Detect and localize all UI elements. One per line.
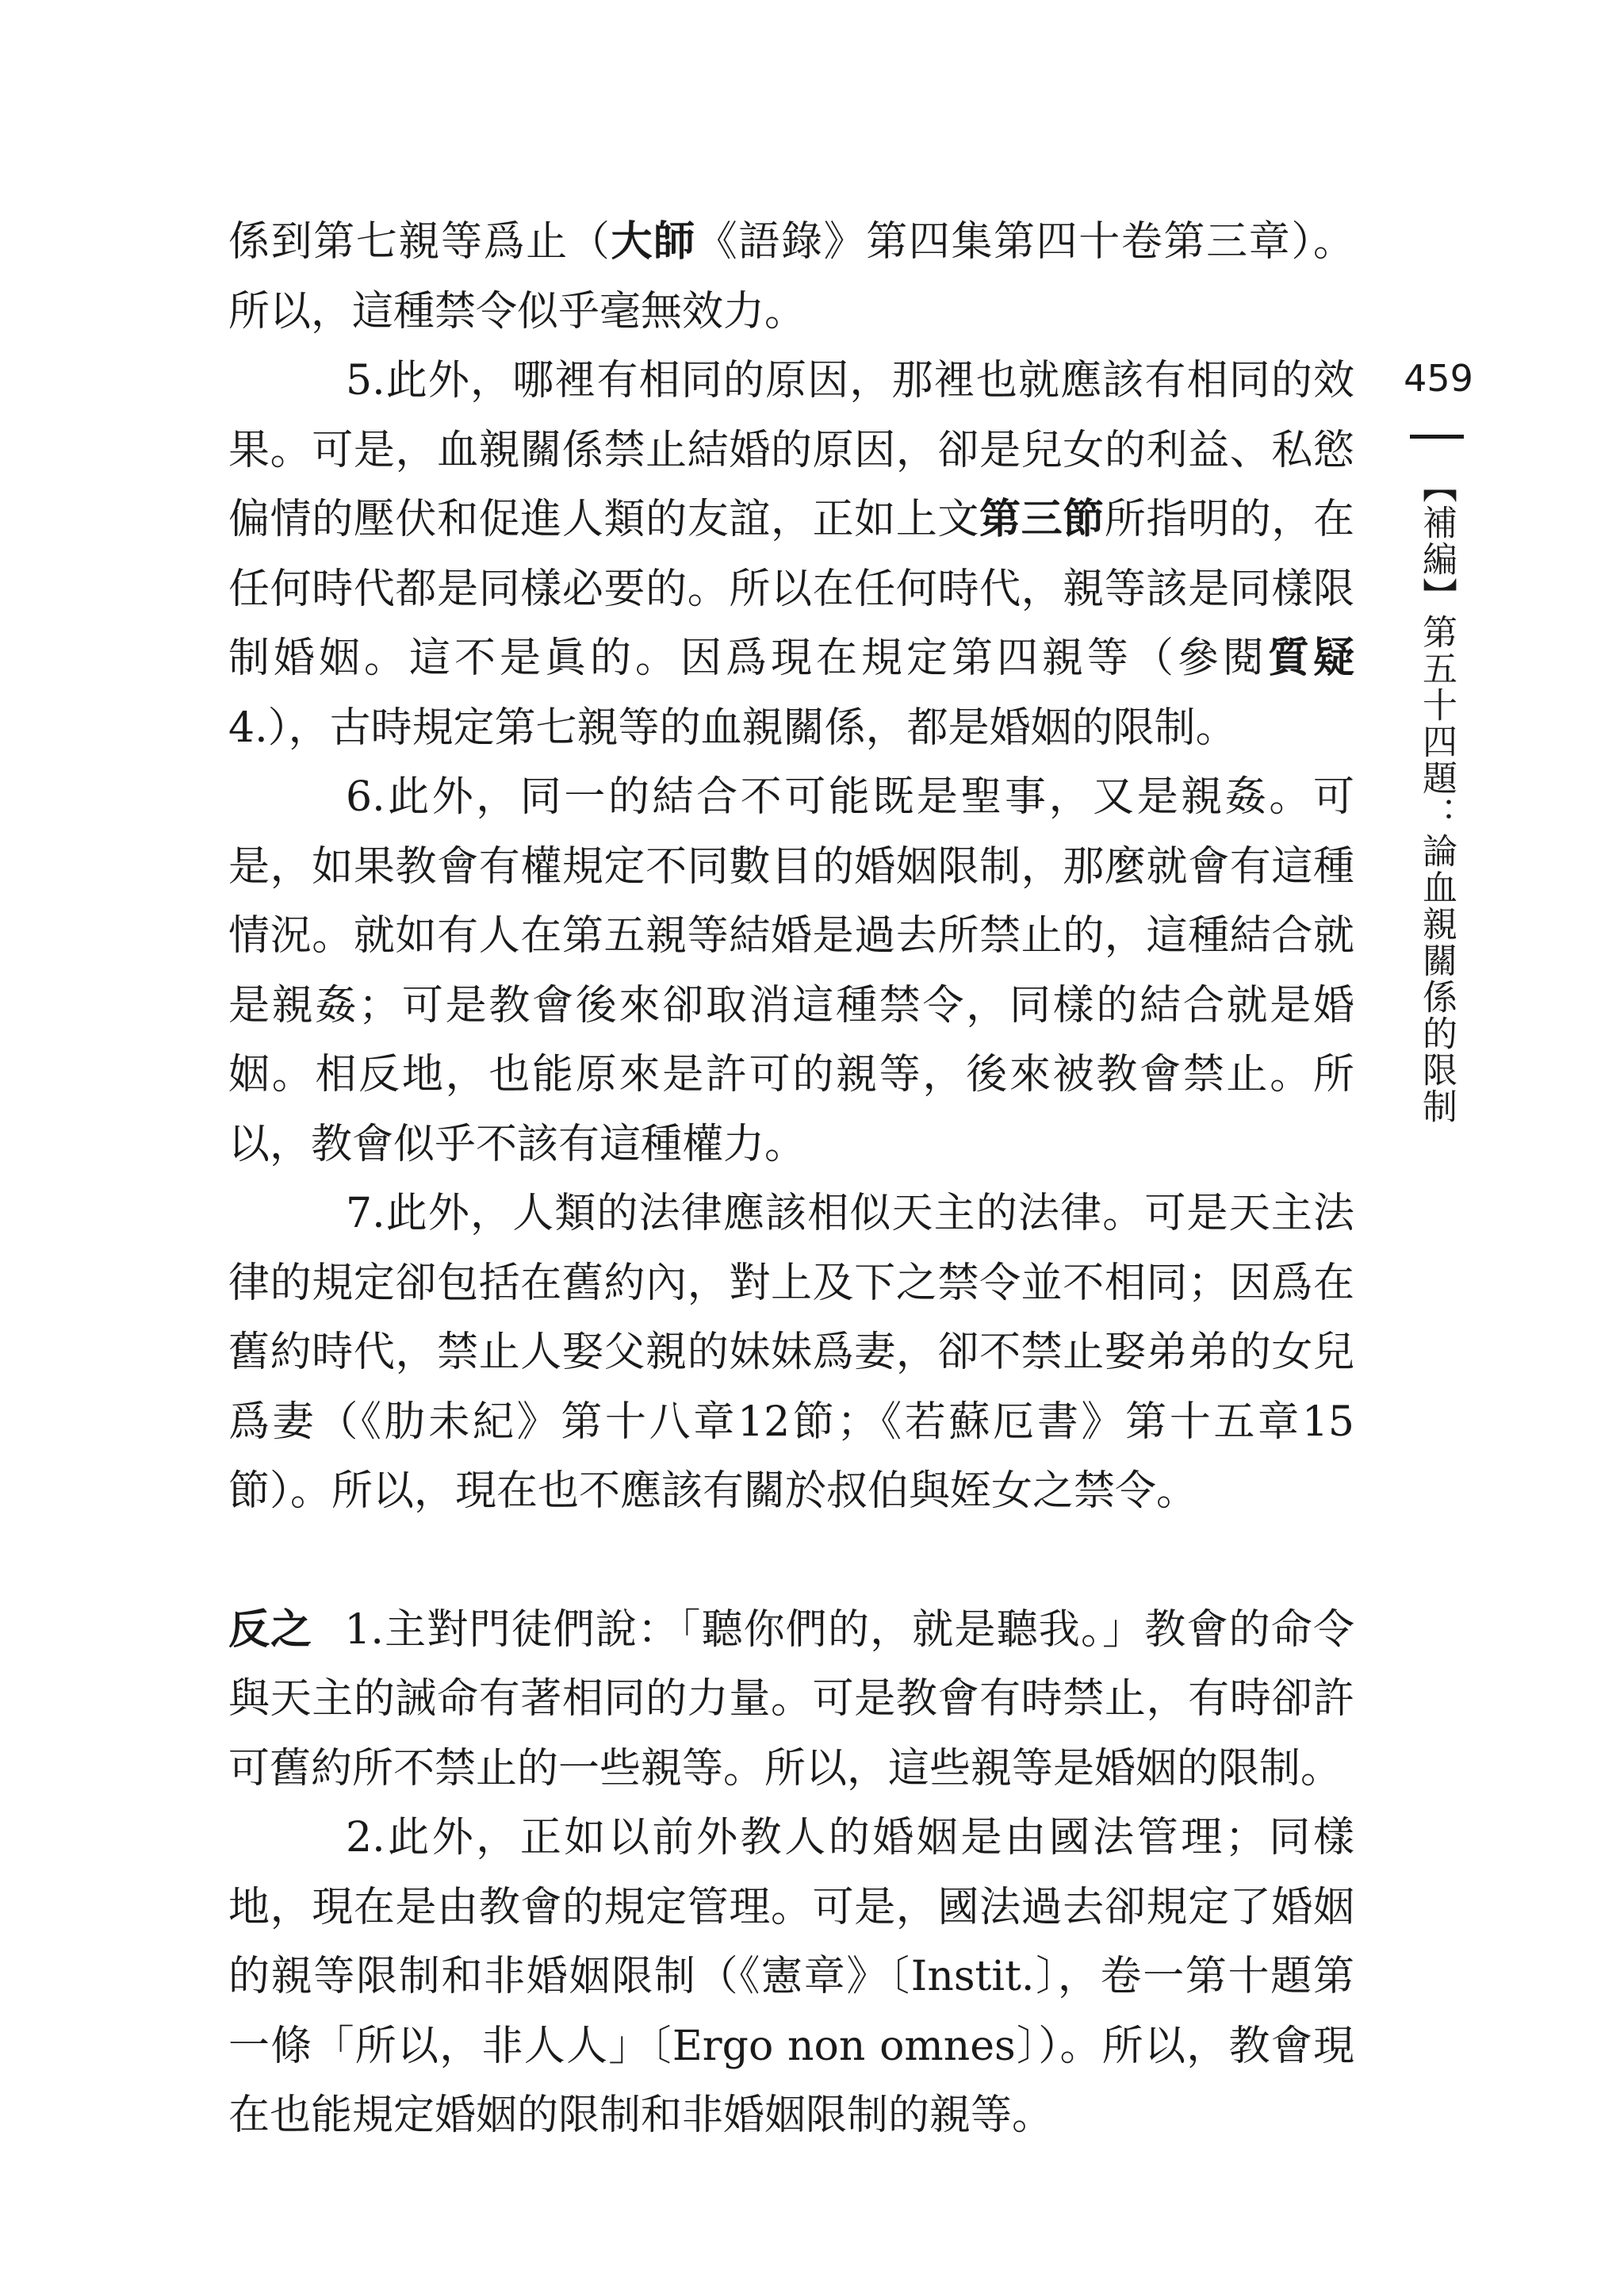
margin-rule (1410, 435, 1464, 439)
bold-term: 質疑 (1267, 635, 1354, 682)
paragraph-sed-contra-2: 2.此外，正如以前外教人的婚姻是由國法管理；同樣地，現在是由教會的規定管理。可是，國法過去卻規定了婚姻的親等限制和非婚姻限制（《憲章》〔Instit.〕，卷一第十題第一條「所以，非人人」〔Ergo non omnes〕）。所以，教會現在也能規定婚姻的限制和非婚姻限制的親等。 (228, 1814, 1354, 2139)
section-heading: 反之 (228, 1605, 313, 1654)
bold-term: 第三節 (979, 496, 1105, 543)
paragraph-sed-contra-1: 反之 1.主對門徒們說：「聽你們的，就是聽我。」教會的命令與天主的誡命有著相同的力量。可是教會有時禁止，有時卻許可舊約所不禁止的一些親等。所以，這些親等是婚姻的限制。 (228, 1605, 1354, 1793)
running-head: 【補編】第五十四題：論血親關係的限制 (1416, 468, 1457, 1125)
paragraph-objection-7: 7.此外，人類的法律應該相似天主的法律。可是天主法律的規定卻包括在舊約內，對上及下之禁令並不相同；因爲在舊約時代，禁止人娶父親的妹妹爲妻，卻不禁止娶弟弟的女兒爲妻（《肋未紀》第十八章12節；《若蘇厄書》第十五章15節）。所以，現在也不應該有關於叔伯與姪女之禁令。 (228, 1190, 1354, 1515)
paragraph-objection-5: 5.此外，哪裡有相同的原因，那裡也就應該有相同的效果。可是，血親關係禁止結婚的原因，卻是兒女的利益、私慾偏情的壓伏和促進人類的友誼，正如上文第三節所指明的，在任何時代都是同樣必要的。所以在任何時代，親等該是同樣限制婚姻。這不是眞的。因爲現在規定第四親等（參閱質疑4.），古時規定第七親等的血親關係，都是婚姻的限制。 (228, 357, 1354, 752)
paragraph-continued: 係到第七親等爲止（大師《語錄》第四集第四十卷第三章）。所以，這種禁令似乎毫無效力。 (228, 218, 1354, 336)
paragraph-objection-6: 6.此外，同一的結合不可能既是聖事，又是親姦。可是，如果教會有權規定不同數目的婚姻限制，那麼就會有這種情況。就如有人在第五親等結婚是過去所禁止的，這種結合就是親姦；可是教會後來卻取消這種禁令，同樣的結合就是婚姻。相反地，也能原來是許可的親等，後來被教會禁止。所以，教會似乎不該有這種權力。 (228, 773, 1354, 1168)
page-number: 459 (1404, 357, 1473, 400)
body-text (228, 208, 1354, 2151)
bold-term: 大師 (611, 218, 696, 266)
